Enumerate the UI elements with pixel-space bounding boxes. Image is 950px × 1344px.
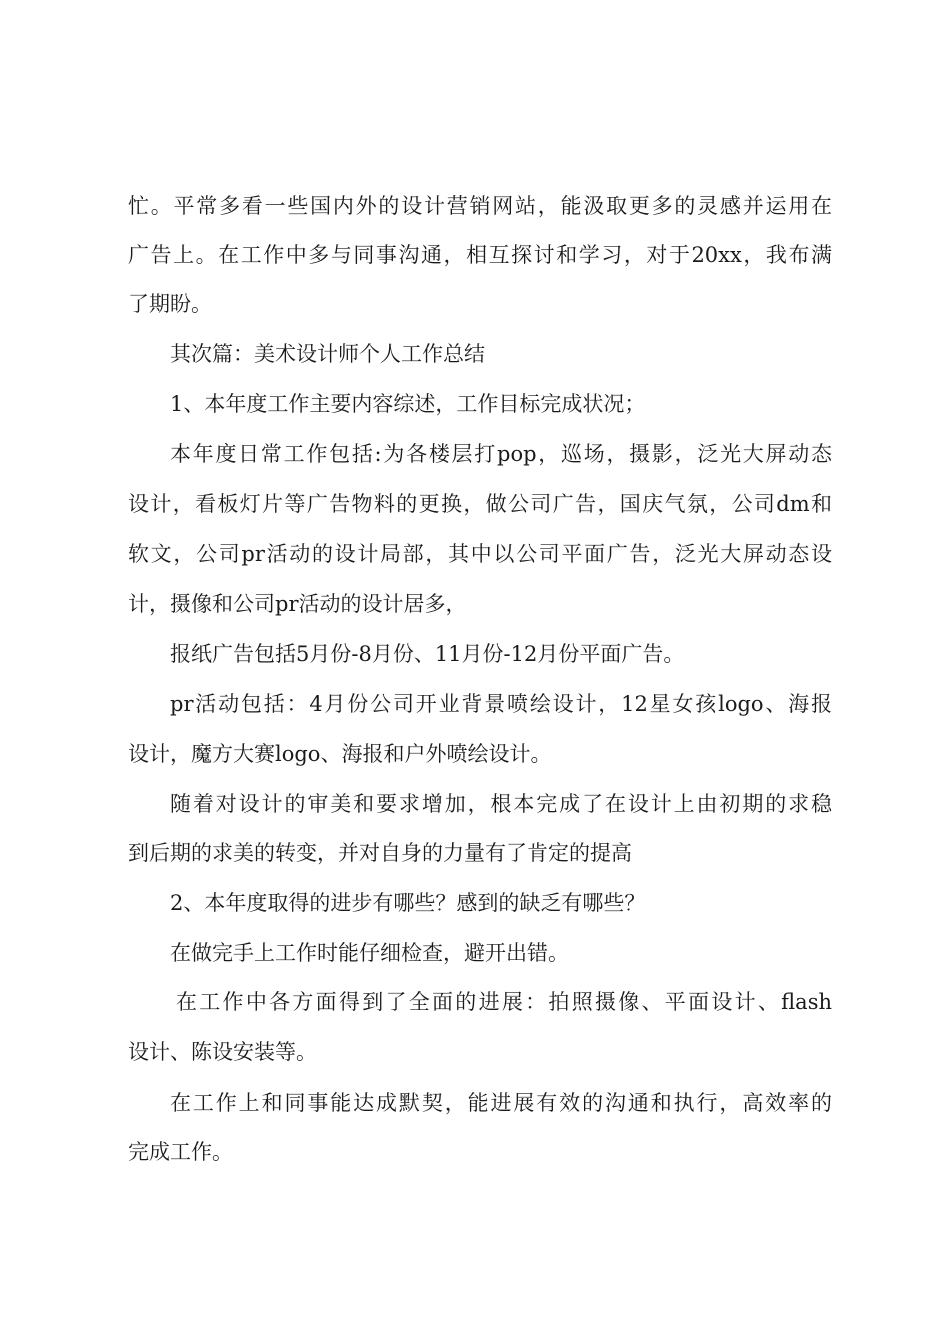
paragraph-line: 随着对设计的审美和要求增加，根本完成了在设计上由初期的求稳 (170, 792, 832, 816)
paragraph-line: 设计、陈设安装等。 (128, 1040, 317, 1064)
paragraph-line: 在工作上和同事能达成默契，能进展有效的沟通和执行，高效率的 (170, 1091, 832, 1115)
paragraph-line: 报纸广告包括5月份-8月份、11月份-12月份平面广告。 (170, 642, 685, 666)
paragraph-line: 广告上。在工作中多与同事沟通，相互探讨和学习，对于20xx，我布满 (128, 243, 832, 267)
paragraph-line: 在做完手上工作时能仔细检查，避开出错。 (170, 941, 569, 965)
paragraph-line: 设计，看板灯片等广告物料的更换，做公司广告，国庆气氛，公司dm和 (128, 492, 832, 516)
paragraph-line: 了期盼。 (128, 292, 212, 316)
paragraph-line: 本年度日常工作包括:为各楼层打pop，巡场，摄影，泛光大屏动态 (170, 442, 832, 466)
paragraph-line: 计，摄像和公司pr活动的设计居多， (128, 592, 467, 616)
paragraph-line: 设计，魔方大赛logo、海报和户外喷绘设计。 (128, 742, 552, 766)
paragraph-line: 完成工作。 (128, 1140, 233, 1164)
paragraph-line: 到后期的求美的转变，并对自身的力量有了肯定的提高 (128, 841, 632, 865)
paragraph-line: 在工作中各方面得到了全面的进展：拍照摄像、平面设计、flash (176, 990, 832, 1014)
paragraph-line: pr活动包括：4月份公司开业背景喷绘设计，12星女孩logo、海报 (170, 692, 832, 716)
question-heading: 1、本年度工作主要内容综述，工作目标完成状况； (170, 392, 646, 416)
section-heading: 其次篇：美术设计师个人工作总结 (170, 342, 485, 366)
question-heading: 2、本年度取得的进步有哪些？感到的缺乏有哪些？ (170, 891, 646, 915)
paragraph-line: 忙。平常多看一些国内外的设计营销网站，能汲取更多的灵感并运用在 (128, 194, 832, 218)
paragraph-line: 软文，公司pr活动的设计局部，其中以公司平面广告，泛光大屏动态设 (128, 542, 832, 566)
